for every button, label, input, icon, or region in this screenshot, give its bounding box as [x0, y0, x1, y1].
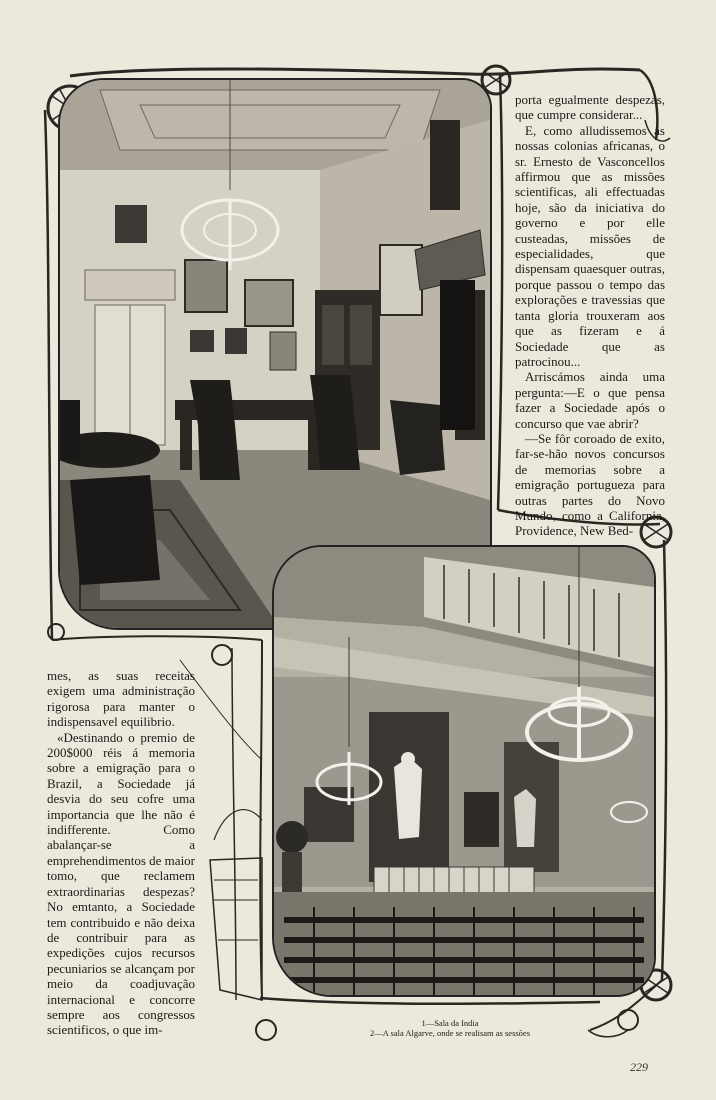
- photo-sala-algarve: [272, 545, 656, 997]
- paragraph: E, como alludissemos ás nossas colonias africanas, o sr. Ernesto de Vasconcellos affirmou que as missões scientificas, ali effectuadas hoje, são da iniciativa do governo e por elle custeadas, missões de especialidades, que dispensam quaesquer outras, porque passou o tempo das explorações e travessias que tanta gloria trouxeram aos que as fizeram e á Sociedade que as patrocinou...: [515, 122, 665, 369]
- paragraph: mes, as suas receitas exigem uma administração rigorosa para manter o indispensavel equilibrio.: [47, 668, 195, 730]
- photo-captions: [300, 1018, 600, 1038]
- paragraph: —Se fôr coroado de exito, far-se-hão novos concursos de memorias sobre a emigração portugueza para outras partes do Novo Mundo, como a California, Providence, New Bed-: [515, 430, 665, 539]
- paragraph: Arriscámos ainda uma pergunta:—E o que pensa fazer a Sociedade após o concurso que vae abrir?: [515, 369, 665, 431]
- caption-photo-2: 2—A sala Algarve, onde se realisam as sessões: [369, 1028, 531, 1038]
- caption-photo-1: 1—Sala da India: [421, 1018, 479, 1028]
- article-left-column: [47, 668, 195, 1038]
- page-number: 229: [630, 1060, 648, 1074]
- paragraph: porta egualmente despezas, que cumpre considerar...: [515, 92, 665, 123]
- article-right-column: [515, 92, 665, 539]
- paragraph: «Destinando o premio de 200$000 réis á memoria sobre a emigração para o Brazil, a Sociedade já desvia do seu cofre uma importancia que lhe não é indifferente. Como abalançar-se a emprehendimentos de maior tomo, que reclamem extraordinarias despezas? No emtanto, a Sociedade tem contribuido e não deixa de contribuir para as expedições cujos recursos pecuniarios se alcançam por meio da coadjuvação internacional e concorre sempre aos congressos scientificos, o que im-: [47, 729, 196, 1038]
